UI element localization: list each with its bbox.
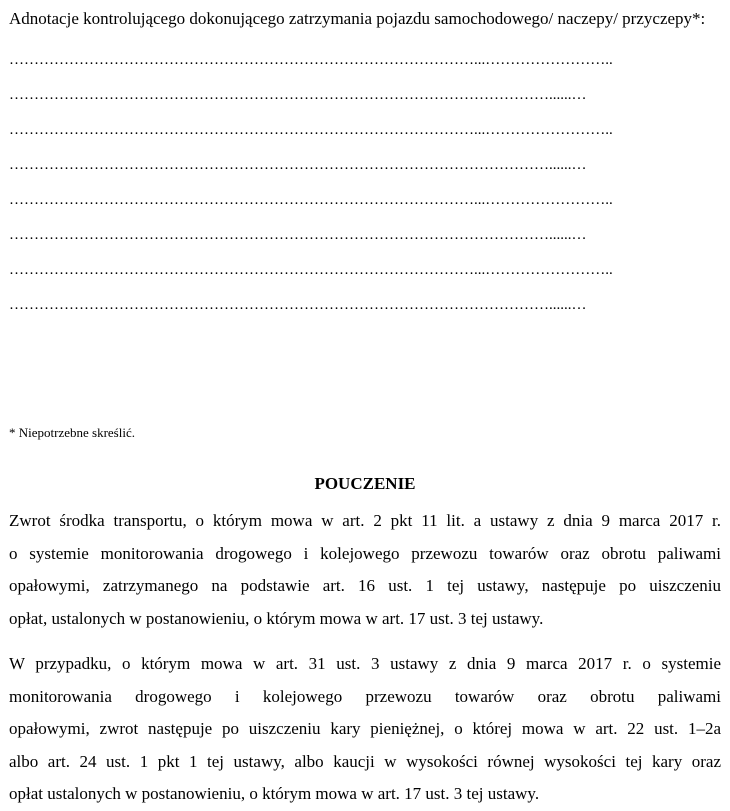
paragraph-line: opałowymi, zwrot następuje po uiszczeniu kary pieniężnej, o której mowa w art. 22 ust. 1–2a [9,719,721,738]
dotted-fill-line[interactable]: ………………………………………………………………………………………………......… [9,87,587,103]
paragraph-line: Zwrot środka transportu, o którym mowa w art. 2 pkt 11 lit. a ustawy z dnia 9 marca 2017 r. [9,511,721,530]
dotted-fill-line[interactable]: …………………………………………………………………………………...…………………….. [9,52,613,68]
instruction-paragraph-2 [9,648,721,811]
paragraph-line: W przypadku, o którym mowa w art. 31 ust. 3 ustawy z dnia 9 marca 2017 r. o systemie [9,654,721,673]
paragraph-line: monitorowania drogowego i kolejowego przewozu towarów oraz obrotu paliwami [9,686,721,706]
dotted-fill-line[interactable]: …………………………………………………………………………………...…………………….. [9,192,613,208]
dotted-fill-line[interactable]: …………………………………………………………………………………...…………………….. [9,262,613,278]
footnote: * Niepotrzebne skreślić. [9,425,135,440]
dotted-fill-line[interactable]: ………………………………………………………………………………………………......… [9,227,587,243]
instruction-paragraph-1 [9,505,721,635]
instruction-title: POUCZENIE [314,474,416,493]
document-page [9,0,721,803]
annotation-heading: Adnotacje kontrolującego dokonującego zatrzymania pojazdu samochodowego/ naczepy/ przyczepy*: [9,9,706,28]
paragraph-line: opłat ustalonych w postanowieniu, o którym mowa w art. 17 ust. 3 tej ustawy. [9,784,540,803]
dotted-fill-line[interactable]: ………………………………………………………………………………………………......… [9,157,587,173]
dotted-fill-line[interactable]: ………………………………………………………………………………………………......… [9,297,587,313]
dotted-fill-line[interactable]: …………………………………………………………………………………...…………………….. [9,122,613,138]
paragraph-line: opałowymi, zatrzymanego na podstawie art. 16 ust. 1 tej ustawy, następuje po uiszczeniu [9,576,721,595]
paragraph-line: albo art. 24 ust. 1 pkt 1 tej ustawy, albo kaucji w wysokości równej wysokości tej kary oraz [9,751,721,771]
paragraph-line: opłat, ustalonych w postanowieniu, o którym mowa w art. 17 ust. 3 tej ustawy. [9,608,544,628]
annotation-fill-lines [9,43,721,323]
paragraph-line: o systemie monitorowania drogowego i kolejowego przewozu towarów oraz obrotu paliwami [9,543,721,563]
